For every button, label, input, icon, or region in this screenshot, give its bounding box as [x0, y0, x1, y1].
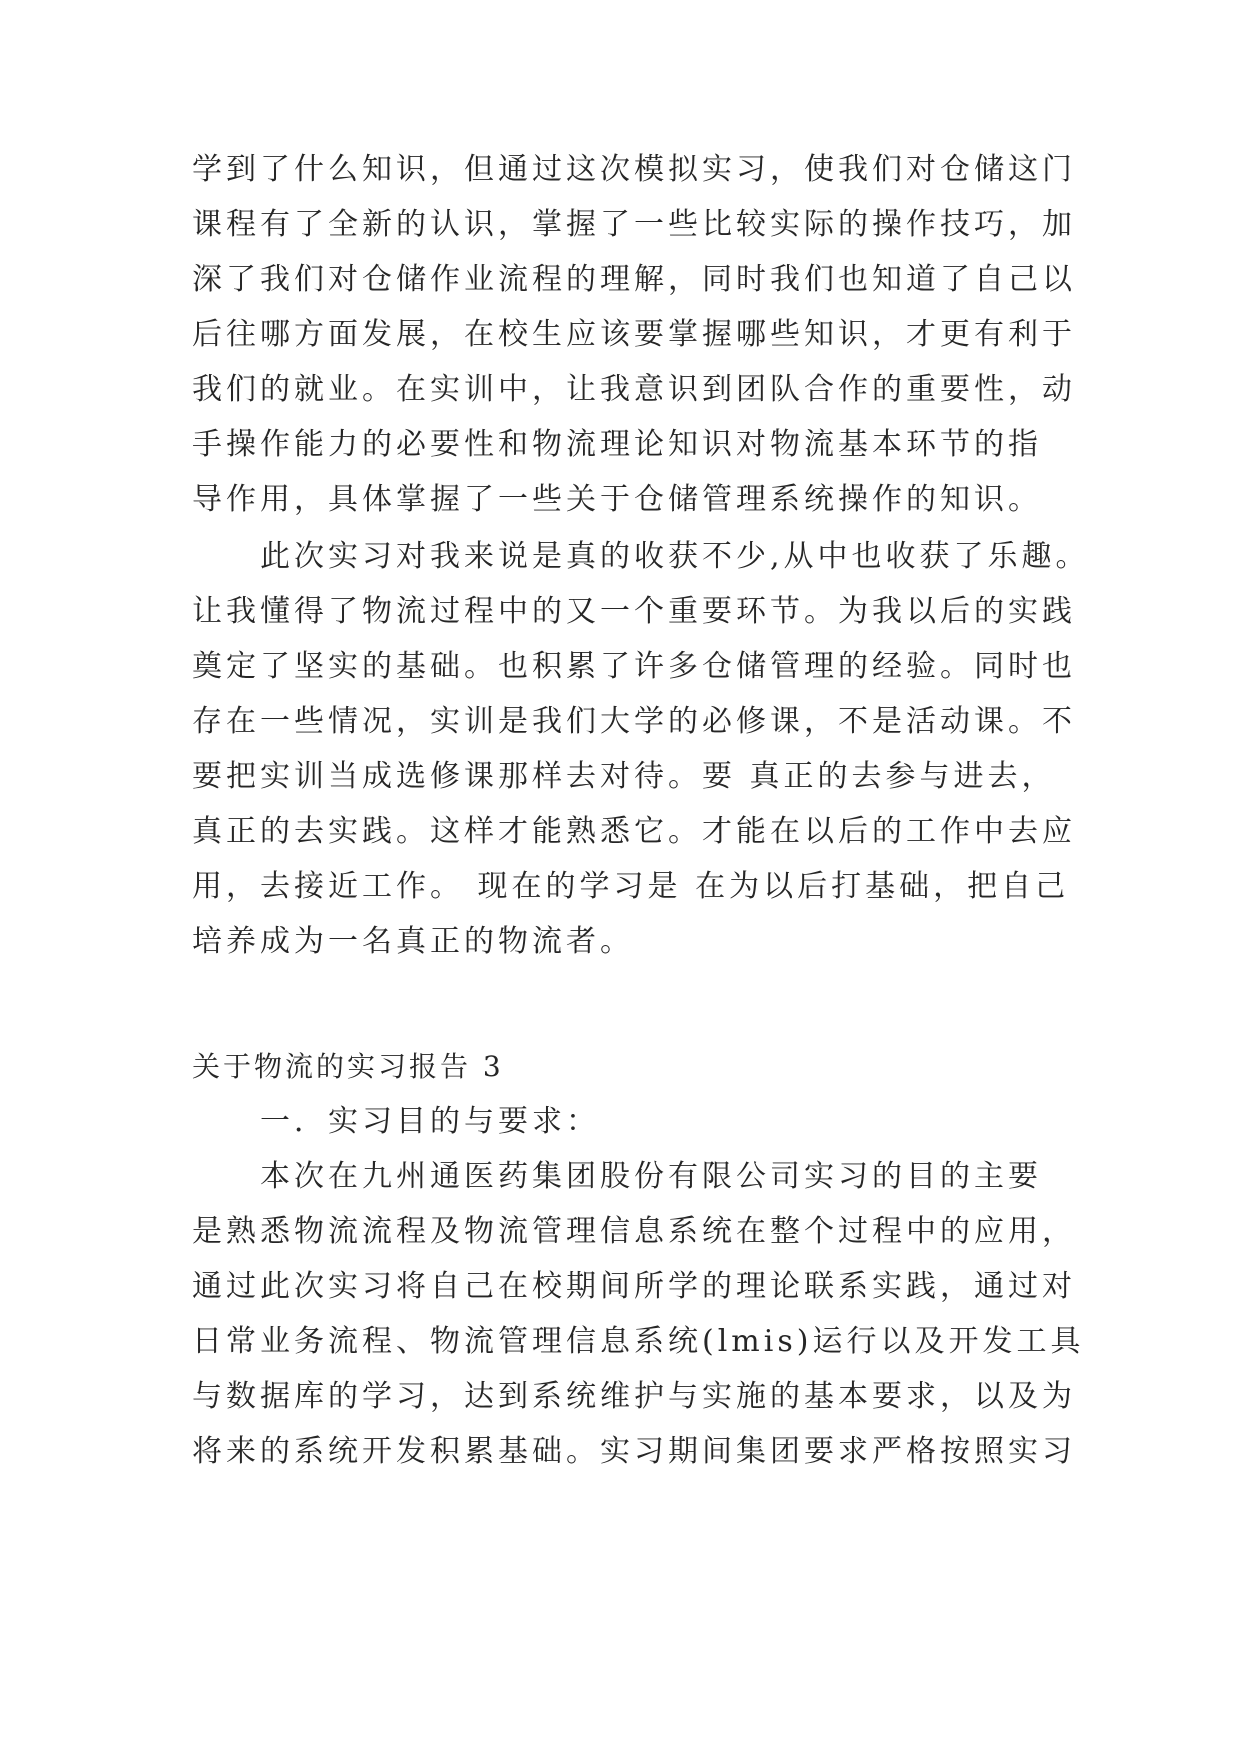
paragraph-line: 让我懂得了物流过程中的又一个重要环节。为我以后的实践: [192, 594, 1076, 629]
paragraph-line: 存在一些情况，实训是我们大学的必修课，不是活动课。不: [192, 704, 1076, 739]
section-heading: 关于物流的实习报告 3: [192, 1050, 504, 1083]
section-line: 与数据库的学习，达到系统维护与实施的基本要求，以及为: [192, 1379, 1076, 1414]
section-line: 本次在九州通医药集团股份有限公司实习的目的主要: [192, 1159, 1042, 1194]
section-line: 是熟悉物流流程及物流管理信息系统在整个过程中的应用，: [192, 1214, 1076, 1249]
paragraph-line: 培养成为一名真正的物流者。: [192, 924, 634, 959]
paragraph-line: 此次实习对我来说是真的收获不少,从中也收获了乐趣。: [192, 539, 1090, 574]
paragraph-line: 手操作能力的必要性和物流理论知识对物流基本环节的指: [192, 427, 1042, 462]
section-line: 通过此次实习将自己在校期间所学的理论联系实践，通过对: [192, 1269, 1076, 1304]
paragraph-line: 学到了什么知识，但通过这次模拟实习，使我们对仓储这门: [192, 152, 1076, 187]
section-line: 日常业务流程、物流管理信息系统(lmis)运行以及开发工具: [192, 1324, 1085, 1359]
paragraph-line: 真正的去实践。这样才能熟悉它。才能在以后的工作中去应: [192, 814, 1076, 849]
paragraph-line: 用，去接近工作。 现在的学习是 在为以后打基础，把自己: [192, 869, 1070, 904]
paragraph-line: 课程有了全新的认识，掌握了一些比较实际的操作技巧，加: [192, 207, 1076, 242]
paragraph-line: 奠定了坚实的基础。也积累了许多仓储管理的经验。同时也: [192, 649, 1076, 684]
paragraph-line: 导作用，具体掌握了一些关于仓储管理系统操作的知识。: [192, 482, 1042, 517]
paragraph-line: 后往哪方面发展，在校生应该要掌握哪些知识，才更有利于: [192, 317, 1076, 352]
paragraph-line: 我们的就业。在实训中，让我意识到团队合作的重要性，动: [192, 372, 1076, 407]
section-line: 一．实习目的与要求：: [192, 1104, 600, 1139]
paragraph-line: 要把实训当成选修课那样去对待。要 真正的去参与进去，: [192, 759, 1056, 794]
paragraph-line: 深了我们对仓储作业流程的理解，同时我们也知道了自己以: [192, 262, 1076, 297]
section-line: 将来的系统开发积累基础。实习期间集团要求严格按照实习: [192, 1434, 1076, 1469]
